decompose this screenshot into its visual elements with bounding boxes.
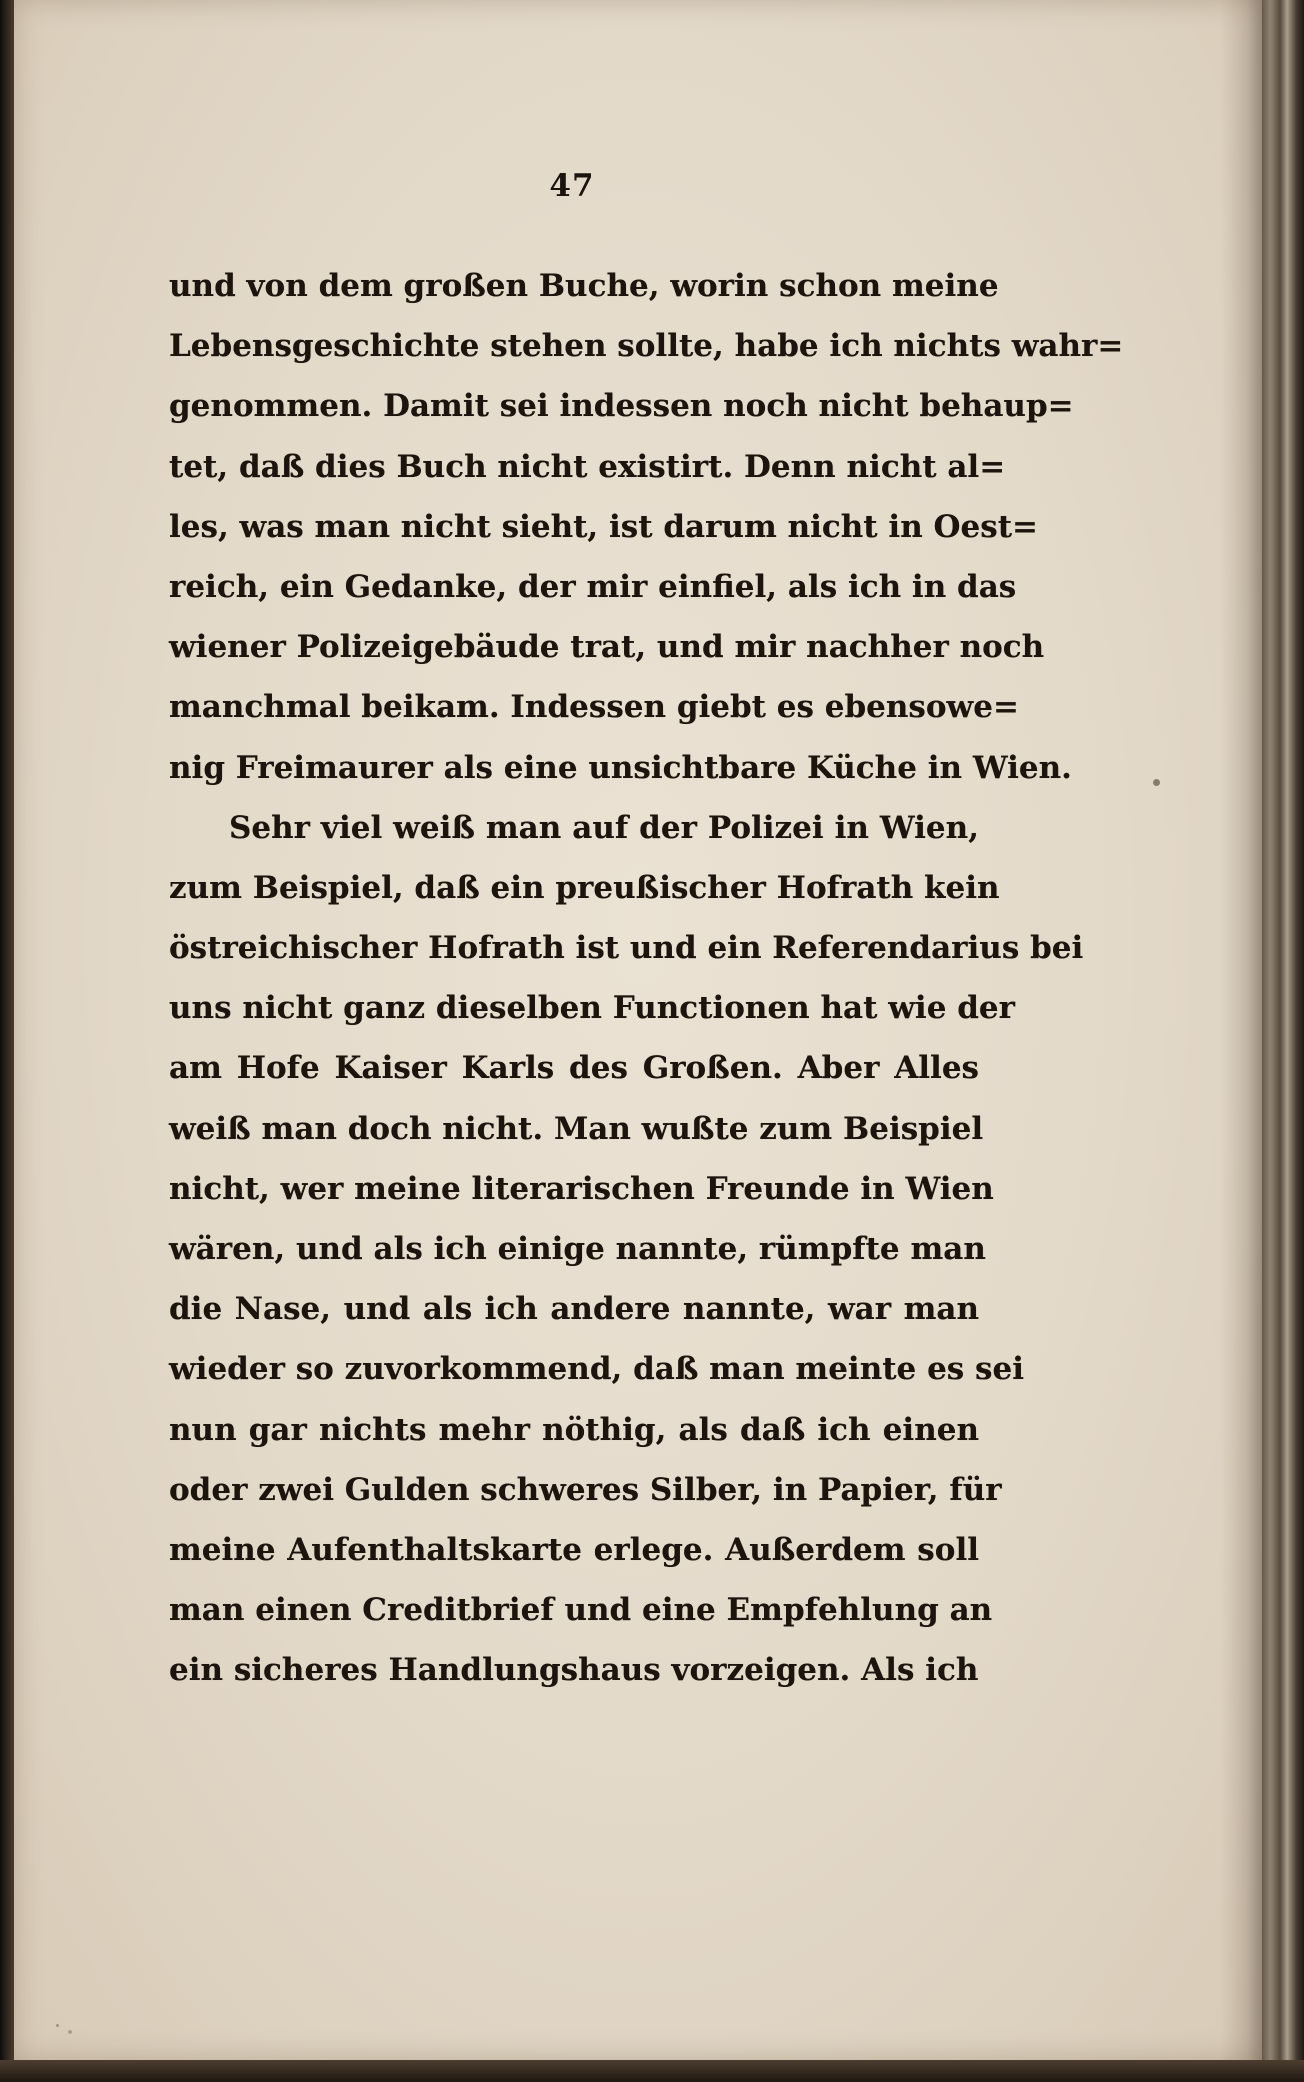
text-line-16: nicht, wer meine literarischen Freunde in Wien (169, 1170, 994, 1207)
ink-spot (1153, 779, 1160, 786)
text-line-24: ein sicheres Handlungshaus vorzeigen. Als ich (169, 1652, 979, 1689)
text-line-8: manchmal beikam. Indessen giebt es ebensowe= (169, 689, 1019, 726)
text-line-20: nun gar nichts mehr nöthig, als daß ich einen (169, 1411, 979, 1448)
text-line-21: oder zwei Gulden schweres Silber, in Papier, für (169, 1471, 1002, 1508)
text-line-7: wiener Polizeigebäude trat, und mir nachher noch (169, 629, 1045, 666)
page-number: 47 (549, 168, 595, 204)
text-line-23: man einen Creditbrief und eine Empfehlung an (169, 1592, 993, 1629)
text-line-1: und von dem großen Buche, worin schon meine (169, 268, 999, 304)
text-line-15: weiß man doch nicht. Man wußte zum Beispiel (169, 1110, 984, 1147)
scan-bottom-shadow (0, 2060, 1304, 2082)
page-fold-shadow (1220, 0, 1262, 2060)
text-line-2: Lebensgeschichte stehen sollte, habe ich nichts wahr= (169, 328, 1124, 365)
book-spine-edge (1262, 0, 1304, 2082)
text-line-17: wären, und als ich einige nannte, rümpfte man (169, 1231, 986, 1267)
book-page (14, 0, 1262, 2060)
text-line-13: uns nicht ganz dieselben Functionen hat wie der (169, 990, 1015, 1027)
text-line-9: nig Freimaurer als eine unsichtbare Küche in Wien. (169, 749, 1072, 786)
scan-left-edge (0, 0, 14, 2082)
paper-speck (68, 2030, 72, 2034)
text-line-5: les, was man nicht sieht, ist darum nicht in Oest= (169, 508, 1038, 545)
text-line-3: genommen. Damit sei indessen noch nicht behaup= (169, 388, 1074, 425)
text-line-12: östreichischer Hofrath ist und ein Referendarius bei (169, 930, 1084, 967)
text-line-6: reich, ein Gedanke, der mir einfiel, als ich in das (169, 568, 1017, 605)
text-line-18: die Nase, und als ich andere nannte, war man (169, 1291, 979, 1328)
text-line-11: zum Beispiel, daß ein preußischer Hofrath kein (169, 869, 1000, 906)
text-line-19: wieder so zuvorkommend, daß man meinte es sei (169, 1351, 1024, 1388)
paragraph-start-line: Sehr viel weiß man auf der Polizei in Wien, (229, 809, 979, 846)
body-text (169, 256, 1124, 1701)
text-line-4: tet, daß dies Buch nicht existirt. Denn nicht al= (169, 448, 1006, 485)
text-line-14: am Hofe Kaiser Karls des Großen. Aber Alles (169, 1050, 979, 1087)
text-line-22: meine Aufenthaltskarte erlege. Außerdem soll (169, 1531, 979, 1568)
paper-speck (56, 2024, 59, 2027)
